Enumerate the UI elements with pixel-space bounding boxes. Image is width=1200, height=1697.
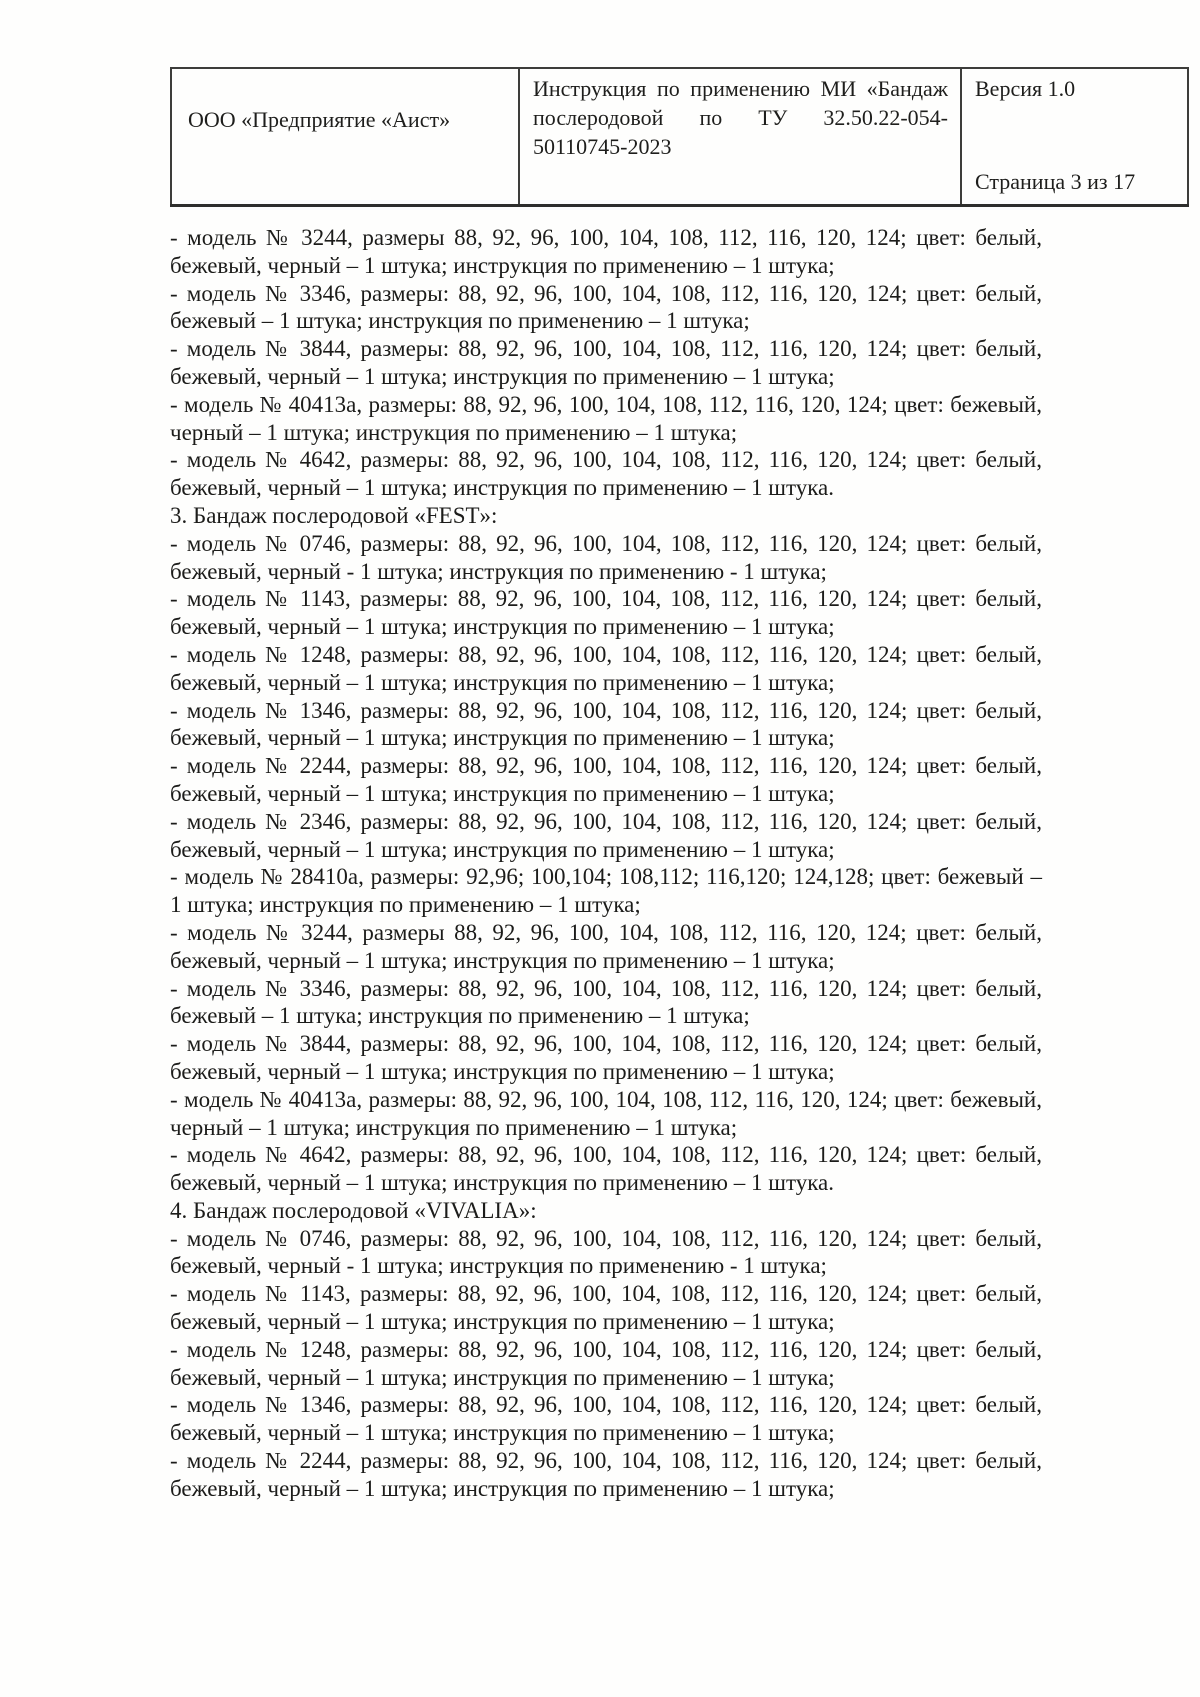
document-header-table <box>170 67 1189 207</box>
header-company-cell <box>171 68 519 206</box>
model-item: - модель № 28410а, размеры: 92,96; 100,104; 108,112; 116,120; 124,128; цвет: бежевый – 1 штука; инструкция по применению – 1 штука; <box>170 864 1042 918</box>
page-number-label: Страница 3 из 17 <box>975 169 1136 194</box>
model-item: - модель № 2244, размеры: 88, 92, 96, 100, 104, 108, 112, 116, 120, 124; цвет: белый, бежевый, черный – 1 штука; инструкция по применению – 1 штука; <box>170 1448 1042 1501</box>
header-meta-cell <box>961 68 1188 206</box>
section-heading-vivalia: 4. Бандаж послеродовой «VIVALIA»: <box>170 1197 537 1223</box>
model-item: - модель № 4642, размеры: 88, 92, 96, 100, 104, 108, 112, 116, 120, 124; цвет: белый, бежевый, черный – 1 штука; инструкция по применению – 1 штука. <box>170 447 1042 501</box>
version-label: Версия 1.0 <box>975 76 1076 101</box>
company-name: ООО «Предприятие «Аист» <box>188 107 451 132</box>
model-item: - модель № 1346, размеры: 88, 92, 96, 100, 104, 108, 112, 116, 120, 124; цвет: белый, бежевый, черный – 1 штука; инструкция по применению – 1 штука; <box>170 697 1042 751</box>
model-item: - модель № 3346, размеры: 88, 92, 96, 100, 104, 108, 112, 116, 120, 124; цвет: белый, бежевый – 1 штука; инструкция по применению – 1 штука; <box>170 280 1042 334</box>
header-title-cell <box>519 68 961 206</box>
model-item: - модель № 3844, размеры: 88, 92, 96, 100, 104, 108, 112, 116, 120, 124; цвет: белый, бежевый, черный – 1 штука; инструкция по применению – 1 штука; <box>170 1031 1042 1084</box>
model-item: - модель № 4642, размеры: 88, 92, 96, 100, 104, 108, 112, 116, 120, 124; цвет: белый, бежевый, черный – 1 штука; инструкция по применению – 1 штука. <box>170 1142 1042 1196</box>
model-item: - модель № 1143, размеры: 88, 92, 96, 100, 104, 108, 112, 116, 120, 124; цвет: белый, бежевый, черный – 1 штука; инструкция по применению – 1 штука; <box>170 1281 1042 1335</box>
section-heading-fest: 3. Бандаж послеродовой «FEST»: <box>170 502 498 528</box>
model-item: - модель № 3244, размеры 88, 92, 96, 100, 104, 108, 112, 116, 120, 124; цвет: белый, бежевый, черный – 1 штука; инструкция по применению – 1 штука; <box>170 225 1042 278</box>
model-item: - модель № 2244, размеры: 88, 92, 96, 100, 104, 108, 112, 116, 120, 124; цвет: белый, бежевый, черный – 1 штука; инструкция по применению – 1 штука; <box>170 753 1042 806</box>
model-item: - модель № 1248, размеры: 88, 92, 96, 100, 104, 108, 112, 116, 120, 124; цвет: белый, бежевый, черный – 1 штука; инструкция по применению – 1 штука; <box>170 1336 1042 1390</box>
model-item: - модель № 3844, размеры: 88, 92, 96, 100, 104, 108, 112, 116, 120, 124; цвет: белый, бежевый, черный – 1 штука; инструкция по применению – 1 штука; <box>170 336 1042 389</box>
model-item: - модель № 1346, размеры: 88, 92, 96, 100, 104, 108, 112, 116, 120, 124; цвет: белый, бежевый, черный – 1 штука; инструкция по применению – 1 штука; <box>170 1392 1042 1446</box>
model-item: - модель № 2346, размеры: 88, 92, 96, 100, 104, 108, 112, 116, 120, 124; цвет: белый, бежевый, черный – 1 штука; инструкция по применению – 1 штука; <box>170 808 1042 862</box>
document-title: Инструкция по применению МИ «Бандаж послеродовой по ТУ 32.50.22-054-50110745-2023 <box>533 76 948 159</box>
model-item: - модель № 0746, размеры: 88, 92, 96, 100, 104, 108, 112, 116, 120, 124; цвет: белый, бежевый, черный - 1 штука; инструкция по применению - 1 штука; <box>170 1225 1042 1279</box>
model-item: - модель № 3346, размеры: 88, 92, 96, 100, 104, 108, 112, 116, 120, 124; цвет: белый, бежевый – 1 штука; инструкция по применению – 1 штука; <box>170 975 1042 1029</box>
model-item: - модель № 1248, размеры: 88, 92, 96, 100, 104, 108, 112, 116, 120, 124; цвет: белый, бежевый, черный – 1 штука; инструкция по применению – 1 штука; <box>170 641 1042 695</box>
document-body <box>170 224 1042 1503</box>
model-item: - модель № 3244, размеры 88, 92, 96, 100, 104, 108, 112, 116, 120, 124; цвет: белый, бежевый, черный – 1 штука; инструкция по применению – 1 штука; <box>170 919 1042 973</box>
model-item: - модель № 40413а, размеры: 88, 92, 96, 100, 104, 108, 112, 116, 120, 124; цвет: бежевый, черный – 1 штука; инструкция по применению – 1 штука; <box>170 391 1042 445</box>
model-item: - модель № 1143, размеры: 88, 92, 96, 100, 104, 108, 112, 116, 120, 124; цвет: белый, бежевый, черный – 1 штука; инструкция по применению – 1 штука; <box>170 586 1042 640</box>
model-item: - модель № 40413а, размеры: 88, 92, 96, 100, 104, 108, 112, 116, 120, 124; цвет: бежевый, черный – 1 штука; инструкция по применению – 1 штука; <box>170 1086 1042 1140</box>
model-item: - модель № 0746, размеры: 88, 92, 96, 100, 104, 108, 112, 116, 120, 124; цвет: белый, бежевый, черный - 1 штука; инструкция по применению - 1 штука; <box>170 530 1042 584</box>
